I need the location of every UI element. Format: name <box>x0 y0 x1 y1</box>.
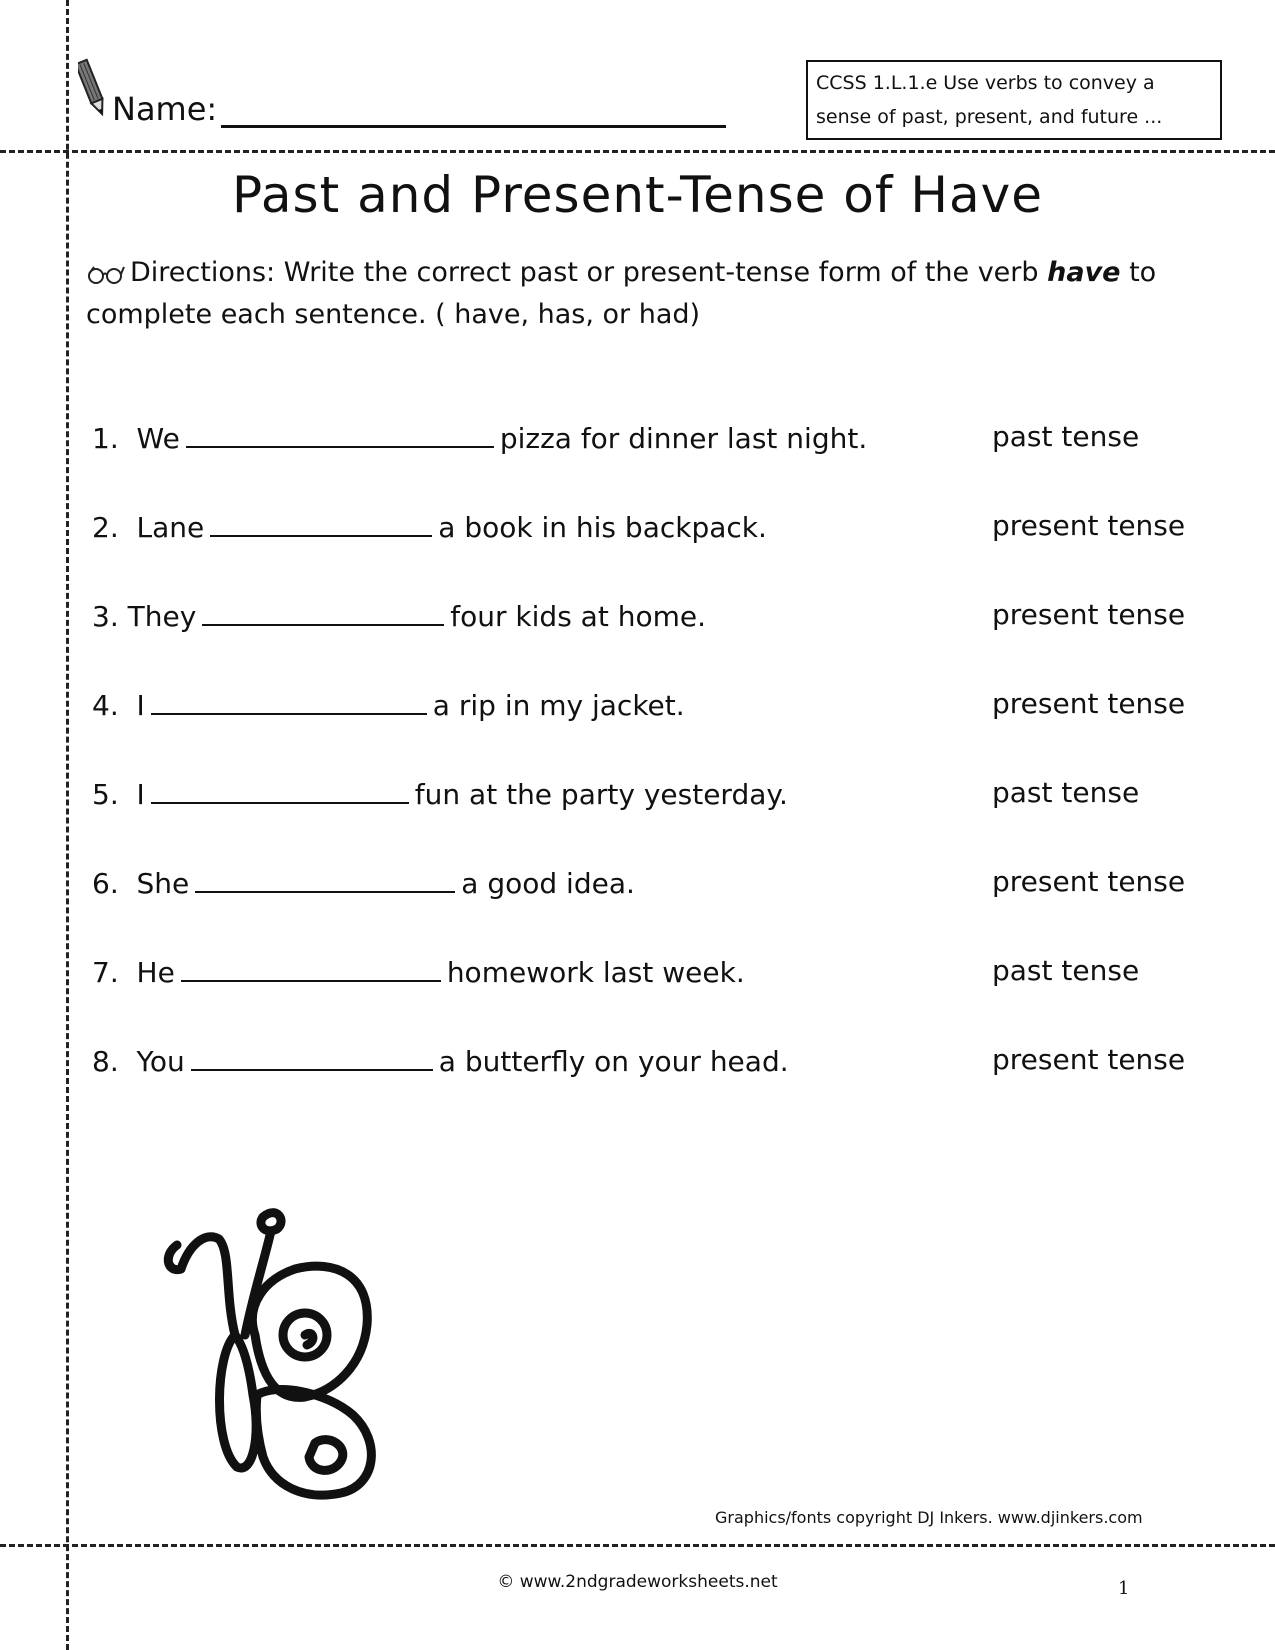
answer-blank[interactable] <box>210 509 432 537</box>
tense-label: present tense <box>992 687 1186 720</box>
item-subject: Lane <box>136 511 205 544</box>
answer-blank[interactable] <box>151 687 427 715</box>
bottom-cut-line <box>0 1544 1275 1547</box>
answer-blank[interactable] <box>151 776 409 804</box>
tense-label: present tense <box>992 865 1186 898</box>
item-text: a book in his backpack. <box>438 511 767 544</box>
directions-verb: have <box>1047 257 1121 288</box>
tense-label: present tense <box>992 509 1186 542</box>
list-item <box>92 598 1212 648</box>
tense-label: present tense <box>992 1043 1186 1076</box>
directions-lead: Directions: Write the correct past or present-tense form of the verb <box>130 257 1048 288</box>
directions <box>86 252 1206 336</box>
item-subject: I <box>136 778 145 811</box>
item-text: four kids at home. <box>450 600 706 633</box>
item-subject: I <box>136 689 145 722</box>
list-item <box>92 687 1212 737</box>
glasses-icon <box>86 264 126 284</box>
item-number: 6. <box>92 867 119 900</box>
item-text: a rip in my jacket. <box>432 689 685 722</box>
answer-blank[interactable] <box>186 420 494 448</box>
tense-label: past tense <box>992 420 1140 453</box>
footer-url: © www.2ndgradeworksheets.net <box>497 1572 778 1592</box>
item-subject: He <box>136 956 175 989</box>
item-text: pizza for dinner last night. <box>499 422 868 455</box>
name-row <box>112 90 726 128</box>
vertical-cut-line <box>66 0 69 1650</box>
list-item <box>92 865 1212 915</box>
item-number: 3. <box>92 600 119 633</box>
page-number: 1 <box>1118 1578 1130 1599</box>
list-item <box>92 420 1212 470</box>
item-number: 2. <box>92 511 119 544</box>
item-number: 4. <box>92 689 119 722</box>
answer-blank[interactable] <box>181 954 441 982</box>
item-subject: We <box>136 422 180 455</box>
item-text: homework last week. <box>446 956 745 989</box>
tense-label: past tense <box>992 954 1140 987</box>
item-subject: They <box>127 600 197 633</box>
directions-rest: to complete each sentence. ( have, has, or had) <box>86 257 1157 330</box>
page-title: Past and Present-Tense of Have <box>232 166 1043 224</box>
tense-label: past tense <box>992 776 1140 809</box>
butterfly-icon <box>145 1195 415 1515</box>
item-number: 5. <box>92 778 119 811</box>
list-item <box>92 1043 1212 1093</box>
answer-blank[interactable] <box>202 598 444 626</box>
item-text: fun at the party yesterday. <box>414 778 788 811</box>
tense-label: present tense <box>992 598 1186 631</box>
name-label: Name: <box>112 90 218 128</box>
list-item <box>92 776 1212 826</box>
standard-box: CCSS 1.L.1.e Use verbs to convey a sense of past, present, and future ... <box>806 60 1222 140</box>
answer-blank[interactable] <box>191 1043 433 1071</box>
item-subject: You <box>136 1045 185 1078</box>
item-subject: She <box>136 867 190 900</box>
item-number: 1. <box>92 422 119 455</box>
list-item <box>92 509 1212 559</box>
copyright-credit: Graphics/fonts copyright DJ Inkers. www.djinkers.com <box>715 1508 1143 1527</box>
item-number: 8. <box>92 1045 119 1078</box>
list-item <box>92 954 1212 1004</box>
name-field[interactable] <box>221 91 726 128</box>
item-number: 7. <box>92 956 119 989</box>
item-text: a good idea. <box>461 867 635 900</box>
item-text: a butterfly on your head. <box>438 1045 789 1078</box>
answer-blank[interactable] <box>195 865 455 893</box>
top-cut-line <box>0 150 1275 153</box>
pencil-icon <box>78 58 106 120</box>
